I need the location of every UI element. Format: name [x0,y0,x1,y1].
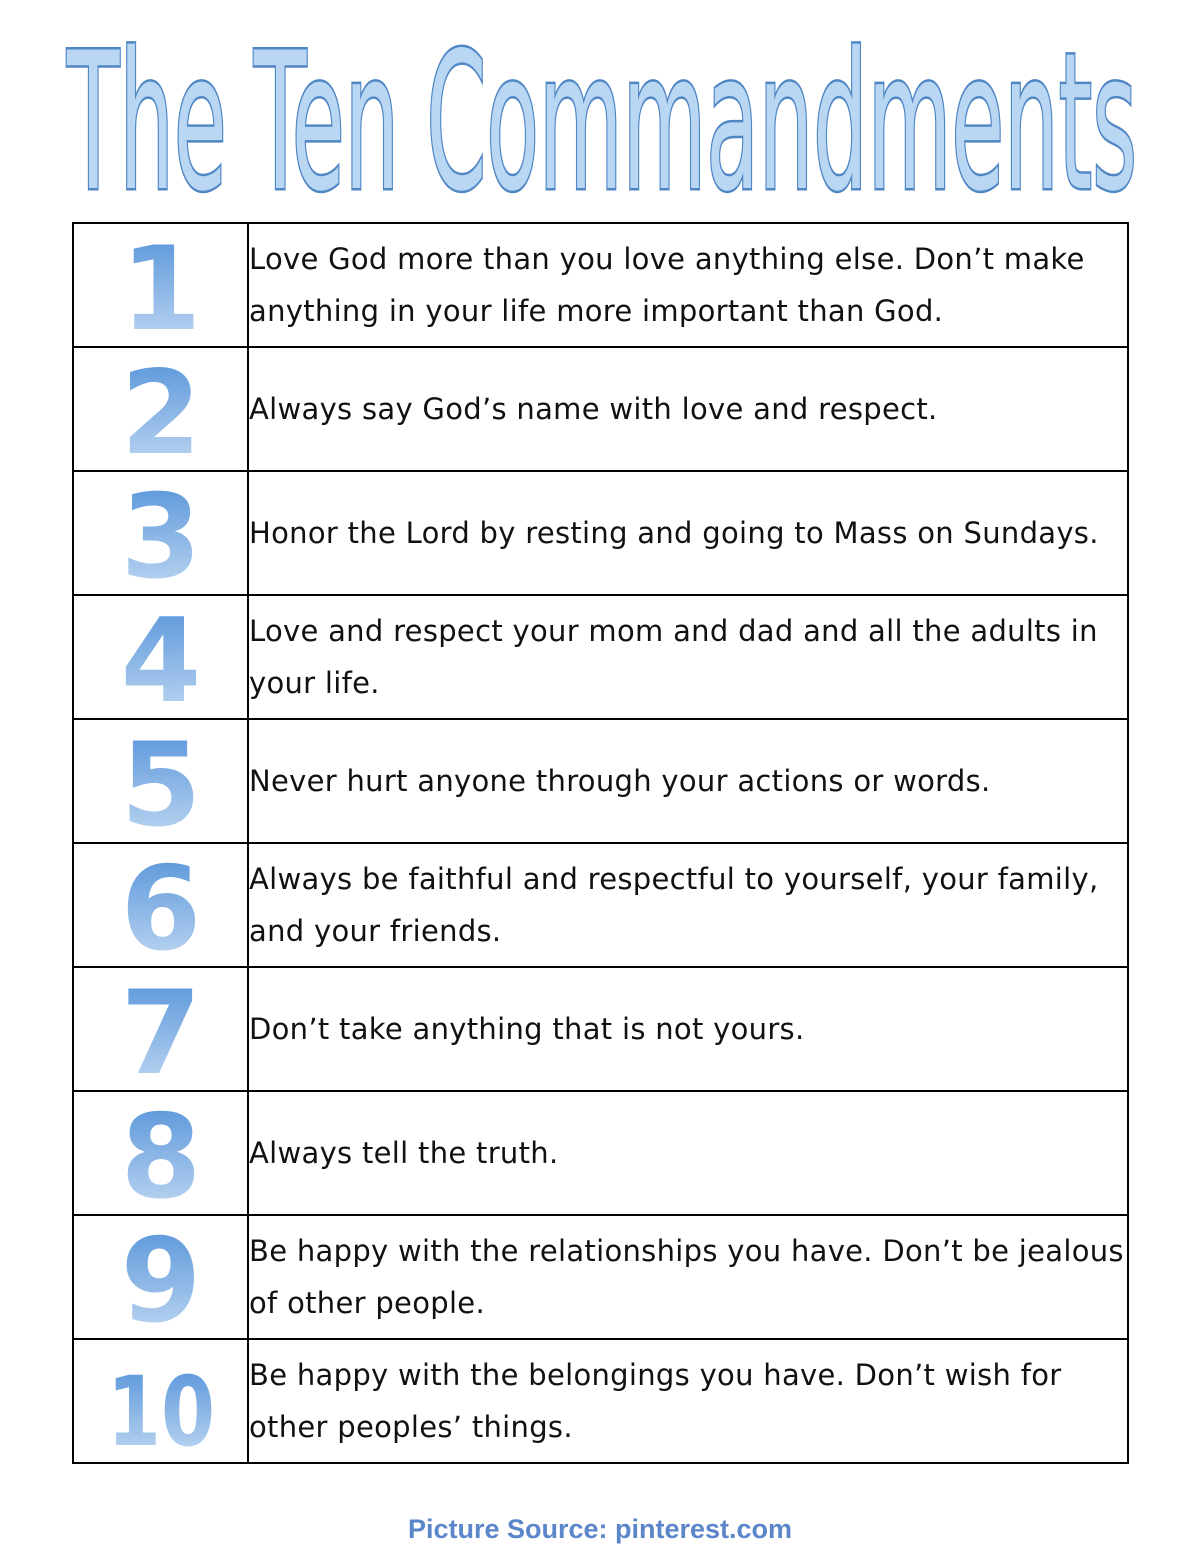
commandment-row [73,843,1128,967]
commandment-number: 7 [120,966,201,1101]
commandment-text: Always say God’s name with love and respect. [248,347,1128,471]
commandment-number-graphic [101,346,221,481]
commandment-number-cell [73,966,248,1101]
commandment-number: 4 [120,594,201,729]
commandment-row [73,595,1128,719]
commandment-number-graphic [101,594,221,729]
commandments-table [72,222,1129,1468]
commandment-text: Be happy with the belongings you have. Don’t wish for other peoples’ things. [248,1339,1128,1463]
commandment-row [73,1091,1128,1215]
commandment-text: Love God more than you love anything else. Don’t make anything in your life more important than God. [248,223,1128,347]
page-title [60,12,1145,233]
commandment-number-cell [73,1339,248,1468]
commandment-number-cell [73,594,248,729]
commandment-row [73,223,1128,347]
commandment-number: 6 [120,842,201,977]
commandment-row [73,347,1128,471]
commandment-row [73,1339,1128,1463]
commandment-number-graphic [101,1345,221,1468]
commandment-number: 3 [120,470,201,605]
commandment-number-graphic [101,842,221,977]
commandment-row [73,967,1128,1091]
commandment-number-cell [73,842,248,977]
commandment-number: 1 [120,222,201,357]
commandment-number-graphic [101,718,221,853]
commandment-number-graphic [101,1214,221,1349]
commandment-text: Don’t take anything that is not yours. [248,967,1128,1091]
commandment-number-cell [73,346,248,481]
page-title-art [60,12,1145,233]
commandment-number: 8 [120,1090,201,1225]
commandment-number-cell [73,1090,248,1225]
commandment-number-cell [73,470,248,605]
commandment-text: Be happy with the relationships you have. Don’t be jealous of other people. [248,1215,1128,1339]
commandment-number-graphic [101,1090,221,1225]
commandment-number: 9 [120,1214,201,1349]
picture-source: Picture Source: pinterest.com [407,1514,793,1544]
commandment-number-graphic [101,470,221,605]
commandment-text: Honor the Lord by resting and going to Mass on Sundays. [248,471,1128,595]
commandment-number: 2 [120,346,201,481]
commandment-number-cell [73,718,248,853]
commandment-number-graphic [101,222,221,357]
commandment-text: Always tell the truth. [248,1091,1128,1215]
page-title-text: The Ten Commandments [66,12,1137,233]
commandment-row [73,1215,1128,1339]
commandment-number-cell [73,222,248,357]
commandment-number: 10 [106,1356,215,1468]
commandment-number-graphic [101,966,221,1101]
commandment-number: 5 [120,718,201,853]
commandment-text: Never hurt anyone through your actions or words. [248,719,1128,843]
commandment-row [73,471,1128,595]
commandment-text: Love and respect your mom and dad and all the adults in your life. [248,595,1128,719]
commandment-number-cell [73,1214,248,1349]
commandment-row [73,719,1128,843]
commandment-text: Always be faithful and respectful to yourself, your family, and your friends. [248,843,1128,967]
